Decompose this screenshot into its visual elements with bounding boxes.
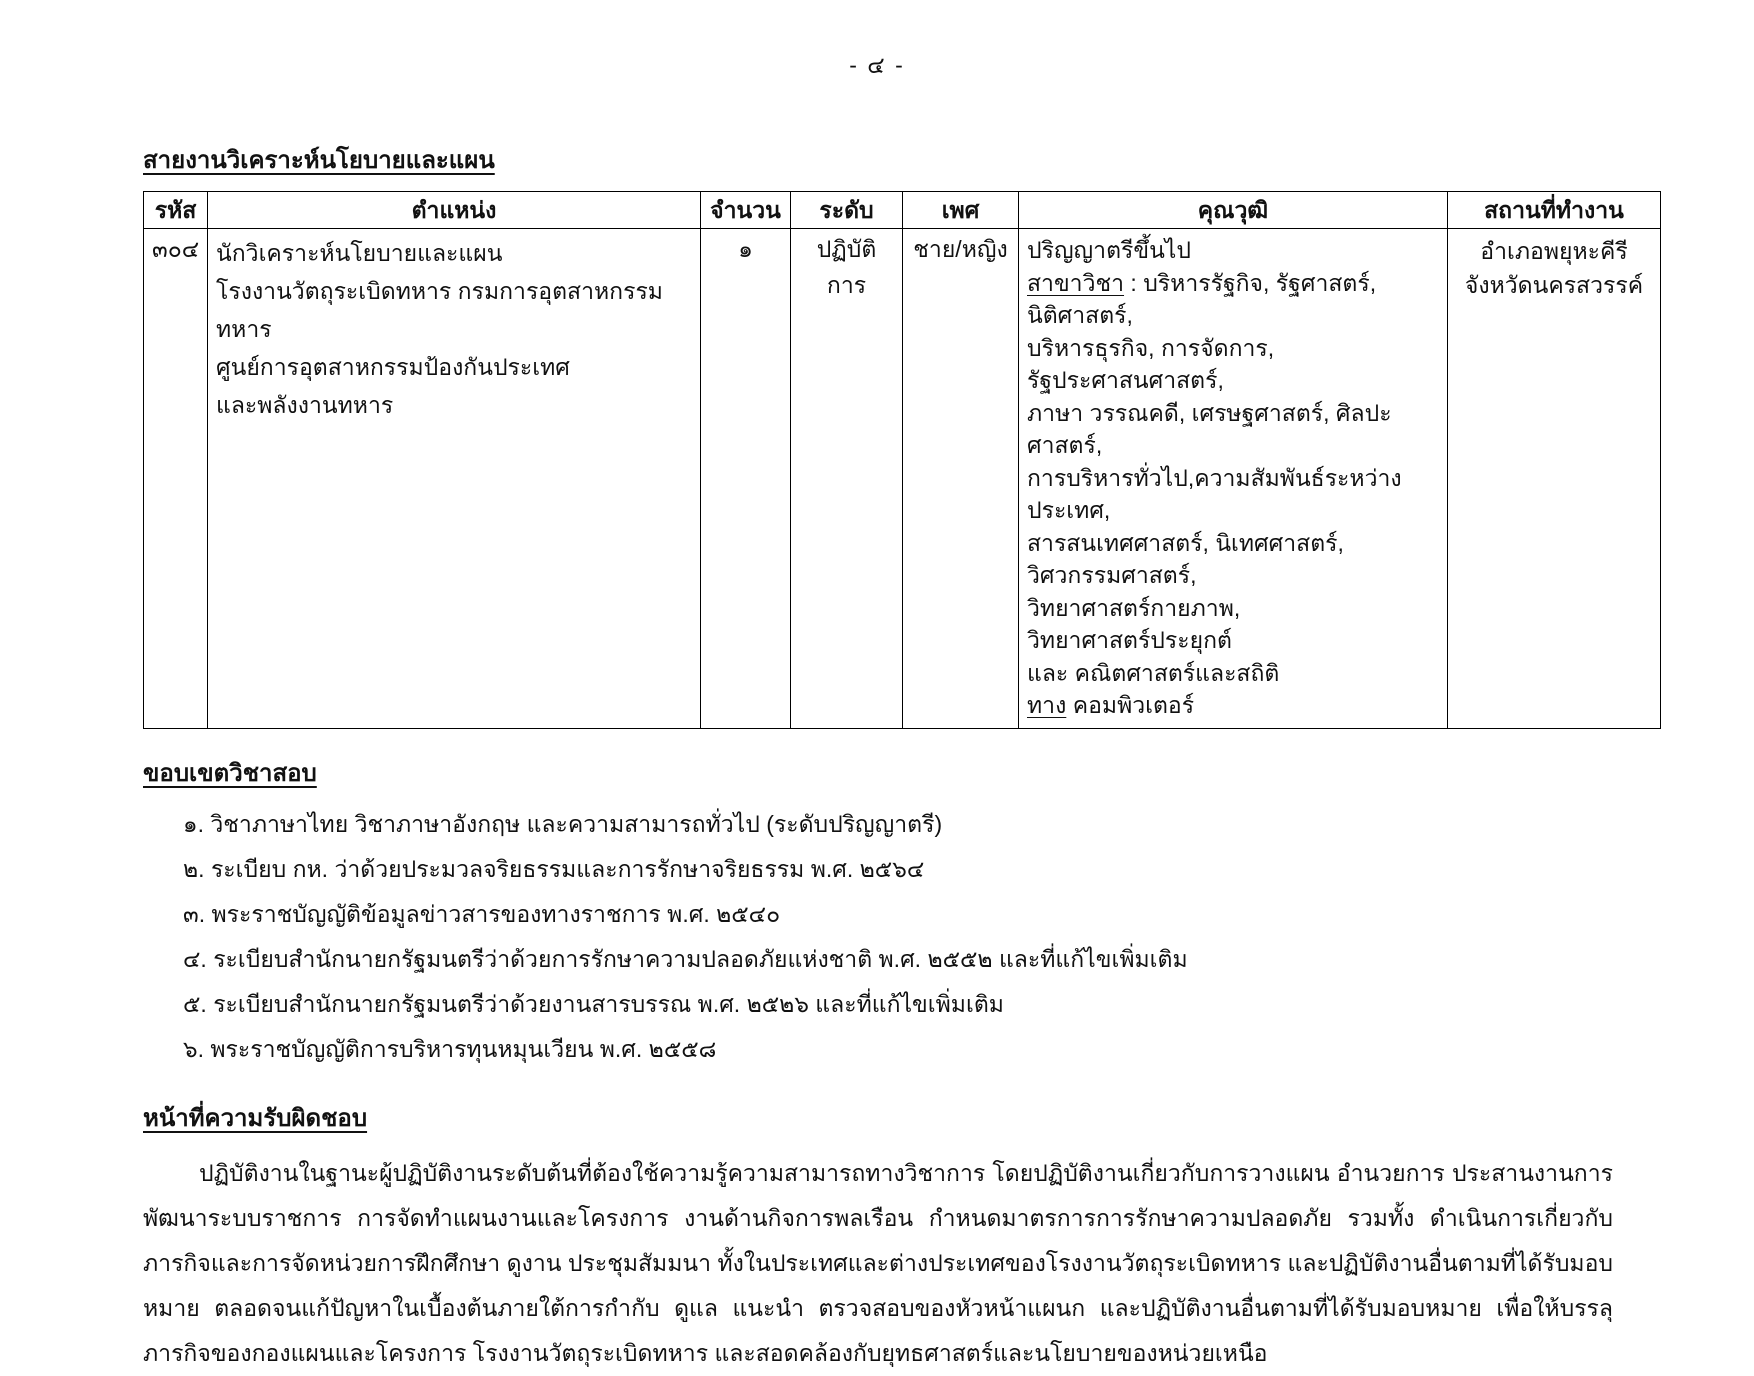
cell-level: ปฏิบัติการ <box>791 229 903 729</box>
section-heading-exam-scope: ขอบเขตวิชาสอบ <box>143 759 317 787</box>
qualification-major-line <box>1027 267 1439 332</box>
major-label: สาขาวิชา <box>1027 269 1125 296</box>
exam-scope-list <box>143 802 1663 1072</box>
location-line: อำเภอพยุหะคีรี <box>1480 238 1628 264</box>
page-number: - ๔ - <box>849 52 905 78</box>
duties-paragraph: ปฏิบัติงานในฐานะผู้ปฏิบัติงานระดับต้นที่ต้องใช้ความรู้ความสามารถทางวิชาการ โดยปฏิบัติงานเกี่ยวกับการวางแผน อำนวยการ ประสานงานการพัฒนาระบบราชการ การจัดทำแผนงานและโครงการ งานด้านกิจการพลเรือน กำหนดมาตรการการรักษาความปลอดภัย รวมทั้ง ดำเนินการเกี่ยวกับภารกิจและการจัดหน่วยการฝึกศึกษา ดูงาน ประชุมสัมมนา ทั้งในประเทศและต่างประเทศของโรงงานวัตถุระเบิดทหาร และปฏิบัติงานอื่นตามที่ได้รับมอบหมาย ตลอดจนแก้ปัญหาในเบื้องต้นภายใต้การกำกับ ดูแล แนะนำ ตรวจสอบของหัวหน้าแผนก และปฏิบัติงานอื่นตามที่ได้รับมอบหมาย เพื่อให้บรรลุภารกิจของกองแผนและโครงการ โรงงานวัตถุระเบิดทหาร และสอดคล้องกับยุทธศาสตร์และนโยบายของหน่วยเหนือ <box>143 1159 1613 1366</box>
field-value: คอมพิวเตอร์ <box>1066 692 1195 718</box>
cell-gender: ชาย/หญิง <box>903 229 1019 729</box>
table-row <box>144 229 1661 729</box>
field-label: ทาง <box>1027 692 1067 718</box>
position-line: และพลังงานทหาร <box>216 392 394 418</box>
exam-scope-item: ๖. พระราชบัญญัติการบริหารทุนหมุนเวียน พ.ศ. ๒๕๕๘ <box>183 1035 717 1062</box>
section-heading-duties: หน้าที่ความรับผิดชอบ <box>143 1104 368 1132</box>
location-line: จังหวัดนครสวรรค์ <box>1464 272 1644 298</box>
column-header-location: สถานที่ทำงาน <box>1448 192 1661 229</box>
qualification-major-line: สารสนเทศศาสตร์, นิเทศศาสตร์, วิศวกรรมศาสตร์, <box>1027 529 1344 588</box>
qualification-major-line: และ คณิตศาสตร์และสถิติ <box>1027 659 1280 686</box>
qualification-major-line: การบริหารทั่วไป,ความสัมพันธ์ระหว่างประเทศ, <box>1027 464 1402 523</box>
exam-scope-item: ๑. วิชาภาษาไทย วิชาภาษาอังกฤษ และความสามารถทั่วไป (ระดับปริญญาตรี) <box>183 810 943 837</box>
column-header-gender: เพศ <box>903 192 1019 229</box>
column-header-position: ตำแหน่ง <box>208 192 701 229</box>
exam-scope-item: ๔. ระเบียบสำนักนายกรัฐมนตรีว่าด้วยการรักษาความปลอดภัยแห่งชาติ พ.ศ. ๒๕๕๒ และที่แก้ไขเพิ่มเติม <box>183 945 1188 972</box>
exam-scope-item: ๕. ระเบียบสำนักนายกรัฐมนตรีว่าด้วยงานสารบรรณ พ.ศ. ๒๕๒๖ และที่แก้ไขเพิ่มเติม <box>183 990 1004 1017</box>
position-line: ศูนย์การอุตสาหกรรมป้องกันประเทศ <box>216 354 570 380</box>
qualification-degree: ปริญญาตรีขึ้นไป <box>1027 237 1191 263</box>
qualification-major-line: วิทยาศาสตร์กายภาพ, วิทยาศาสตร์ประยุกต์ <box>1027 594 1241 653</box>
job-positions-table <box>143 191 1661 729</box>
exam-scope-item: ๒. ระเบียบ กห. ว่าด้วยประมวลจริยธรรมและการรักษาจริยธรรม พ.ศ. ๒๕๖๔ <box>183 855 925 882</box>
document-content <box>143 140 1663 1376</box>
section-heading-job-line: สายงานวิเคราะห์นโยบายและแผน <box>143 147 495 174</box>
cell-position <box>208 229 701 729</box>
cell-code: ๓๐๔ <box>144 229 208 729</box>
cell-location <box>1448 229 1661 729</box>
column-header-qualification: คุณวุฒิ <box>1019 192 1448 229</box>
qualification-major-line: บริหารธุรกิจ, การจัดการ, รัฐประศาสนศาสตร์, <box>1027 334 1275 393</box>
qualification-major-line: ภาษา วรรณคดี, เศรษฐศาสตร์, ศิลปะศาสตร์, <box>1027 399 1392 458</box>
exam-scope-item: ๓. พระราชบัญญัติข้อมูลข่าวสารของทางราชการ พ.ศ. ๒๕๔๐ <box>183 900 781 927</box>
cell-quantity: ๑ <box>701 229 791 729</box>
cell-qualification <box>1019 229 1448 729</box>
qualification-field-line <box>1027 689 1439 722</box>
table-header-row <box>144 192 1661 229</box>
column-header-quantity: จำนวน <box>701 192 791 229</box>
column-header-code: รหัส <box>144 192 208 229</box>
position-line: นักวิเคราะห์นโยบายและแผน <box>216 240 503 266</box>
position-line: โรงงานวัตถุระเบิดทหาร กรมการอุตสาหกรรมทหาร <box>216 278 663 342</box>
major-first-line: : บริหารรัฐกิจ, รัฐศาสตร์, นิติศาสตร์, <box>1027 269 1377 328</box>
column-header-level: ระดับ <box>791 192 903 229</box>
